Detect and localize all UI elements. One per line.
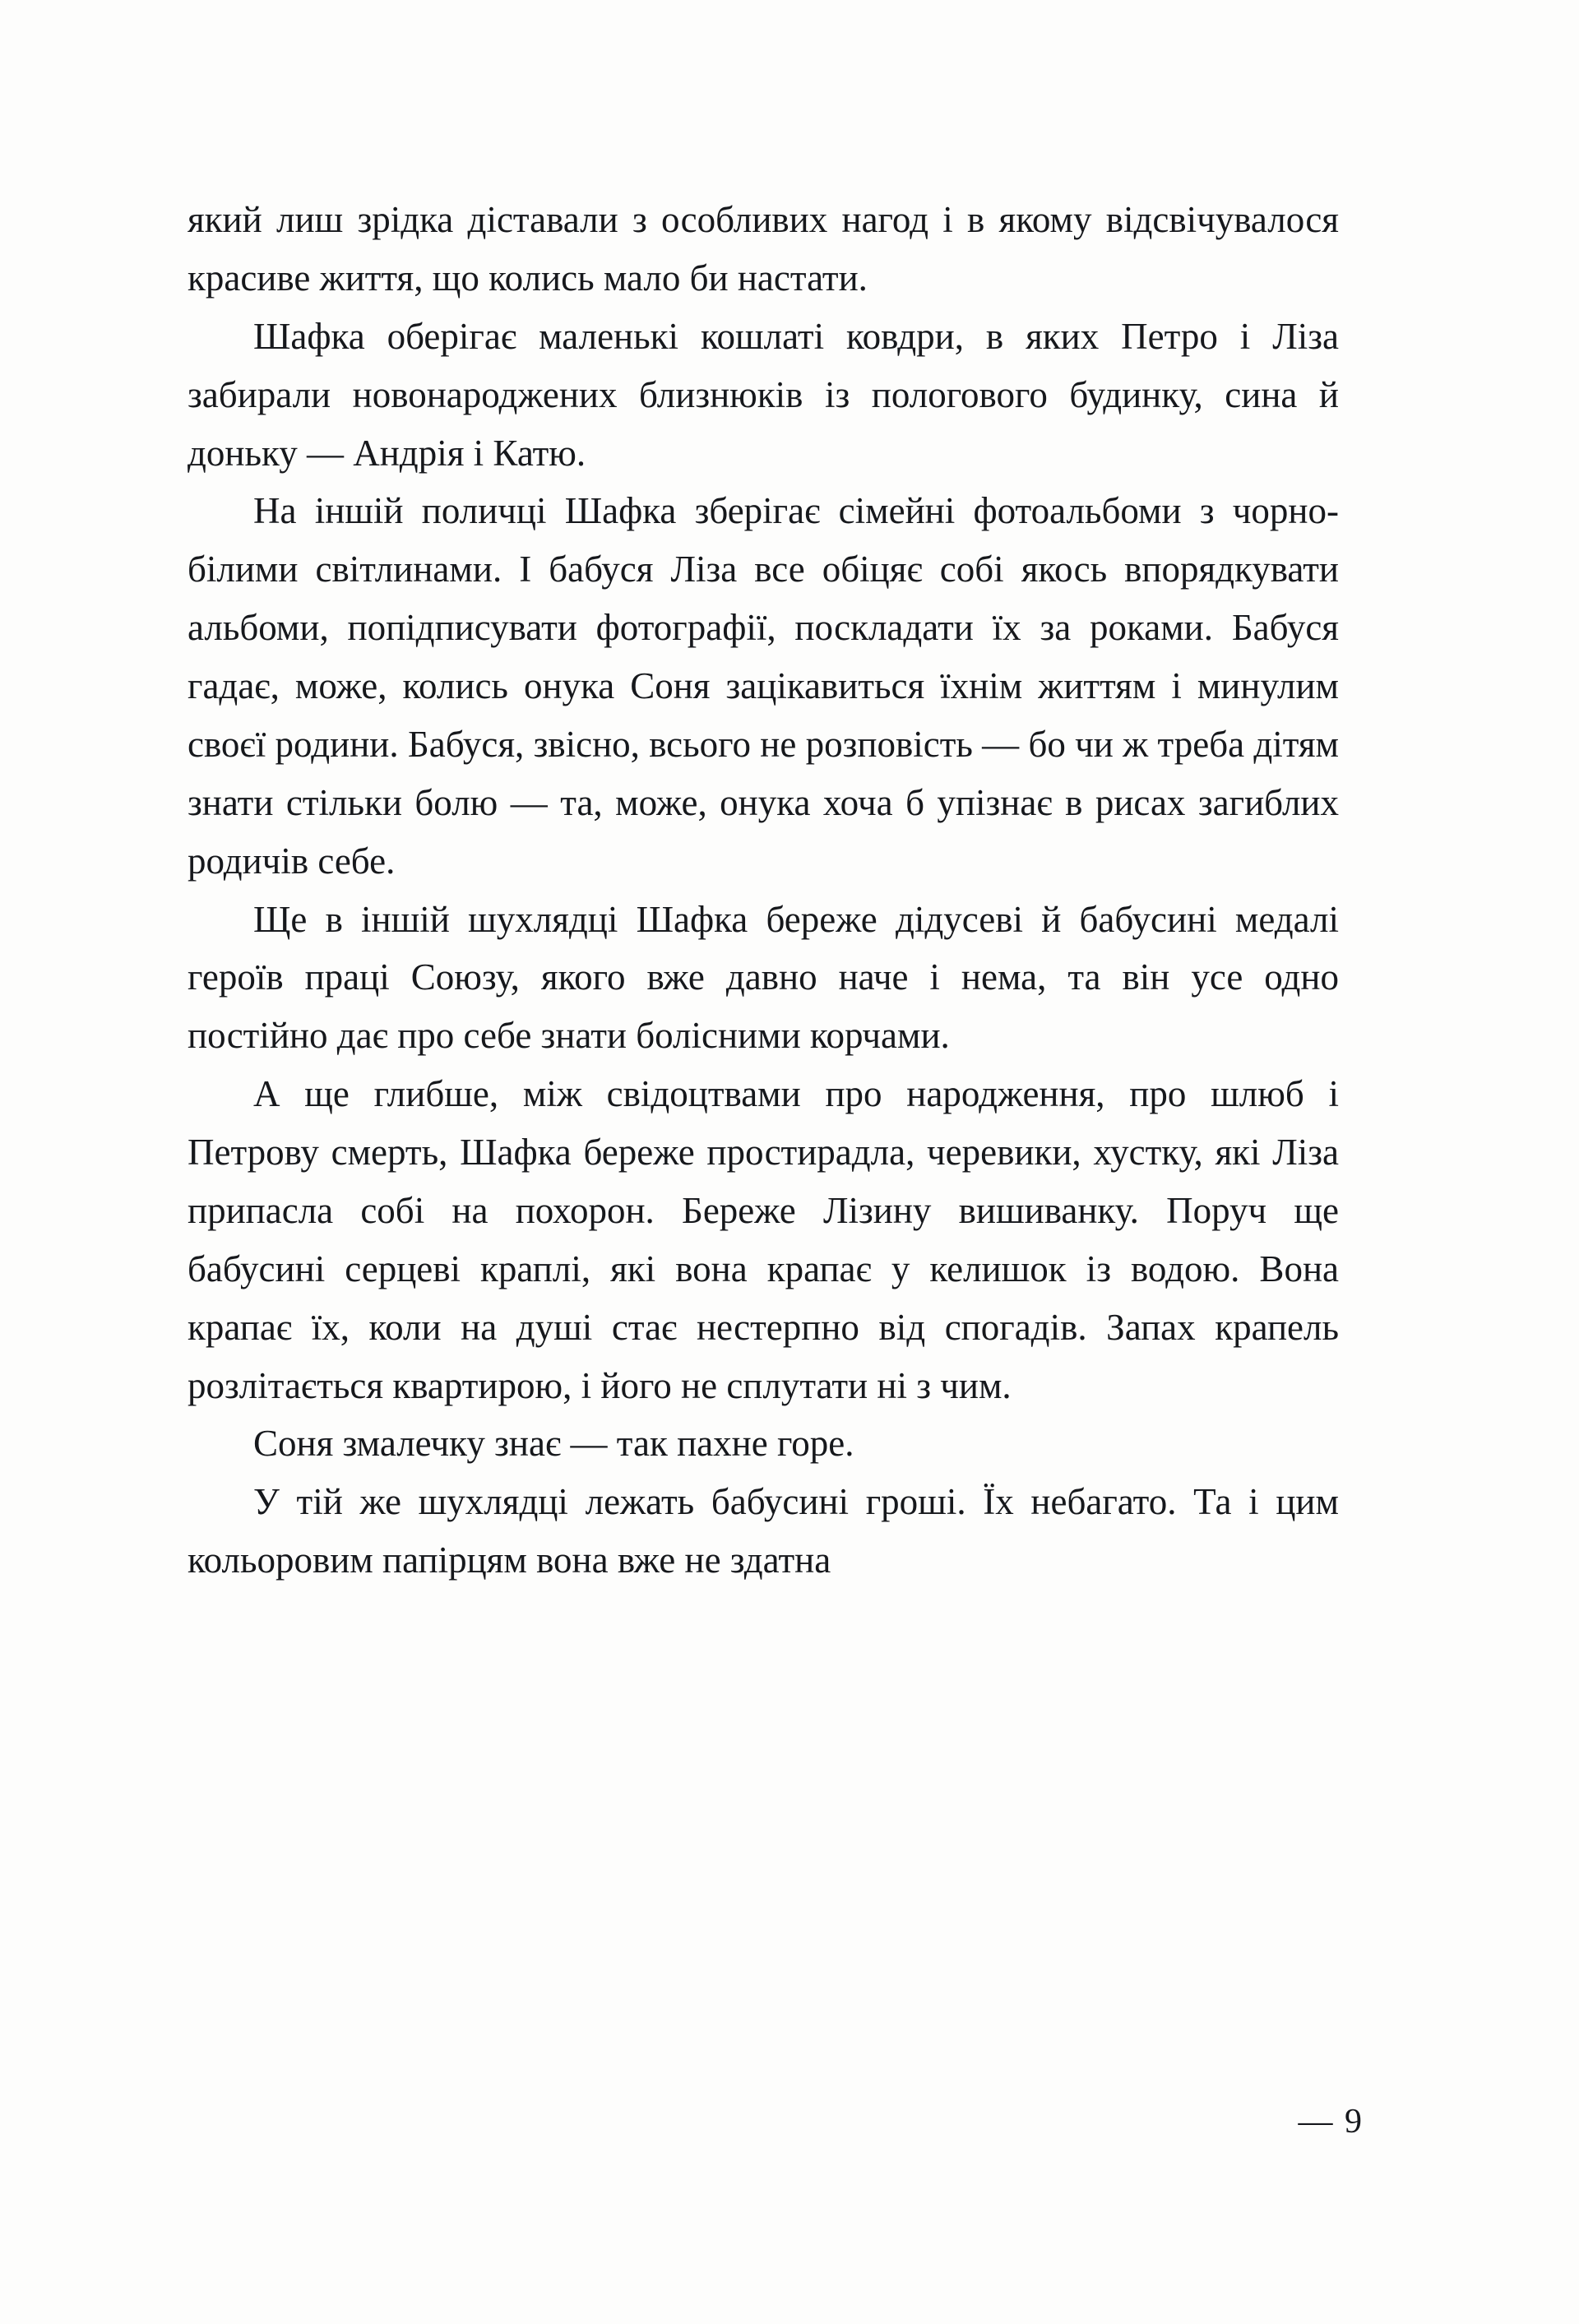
paragraph: Ще в іншій шухлядці Шафка береже дідусеві й бабусині медалі героїв праці Союзу, якого вже давно наче і нема, та він усе одно постійно дає про себе знати болісними корчами. — [188, 898, 1339, 1057]
page-text-body — [188, 191, 1339, 1590]
paragraph: На іншій поличці Шафка зберігає сімейні фотоальбоми з чорно-білими світлинами. І бабуся Ліза все обіцяє собі якось впорядкувати альбоми, попідписувати фотографії, поскладати їх за роками. Бабуся гадає, може, колись онука Соня зацікавиться їхнім життям і минулим своєї родини. Бабуся, звісно, всього не розповість — бо чи ж треба дітям знати стільки болю — та, може, онука хоча б упізнає в рисах загиблих родичів себе. — [188, 490, 1339, 882]
paragraph: У тій же шухлядці лежать бабусині гроші. Їх небагато. Та і цим кольоровим папірцям вона вже не здатна — [188, 1481, 1339, 1581]
paragraph: Соня змалечку знає — так пахне горе. — [253, 1423, 854, 1465]
paragraph: А ще глибше, між свідоцтвами про народження, про шлюб і Петрову смерть, Шафка береже простирадла, черевики, хустку, які Ліза припасла собі на похорон. Береже Лізину вишиванку. Поруч ще бабусині серцеві краплі, які вона крапає у келишок із водою. Вона крапає їх, коли на душі стає нестерпно від спогадів. Запах крапель розлітається квартирою, і його не сплутати ні з чим. — [188, 1073, 1339, 1406]
paragraph: Шафка оберігає маленькі кошлаті ковдри, в яких Петро і Ліза забирали новонароджених близнюків із пологового будинку, сина й доньку — Андрія і Катю. — [188, 315, 1339, 474]
page-number: — 9 — [1298, 2103, 1364, 2141]
paragraph: який лиш зрідка діставали з особливих нагод і в якому відсвічувалося красиве життя, що колись мало би настати. — [188, 199, 1339, 299]
